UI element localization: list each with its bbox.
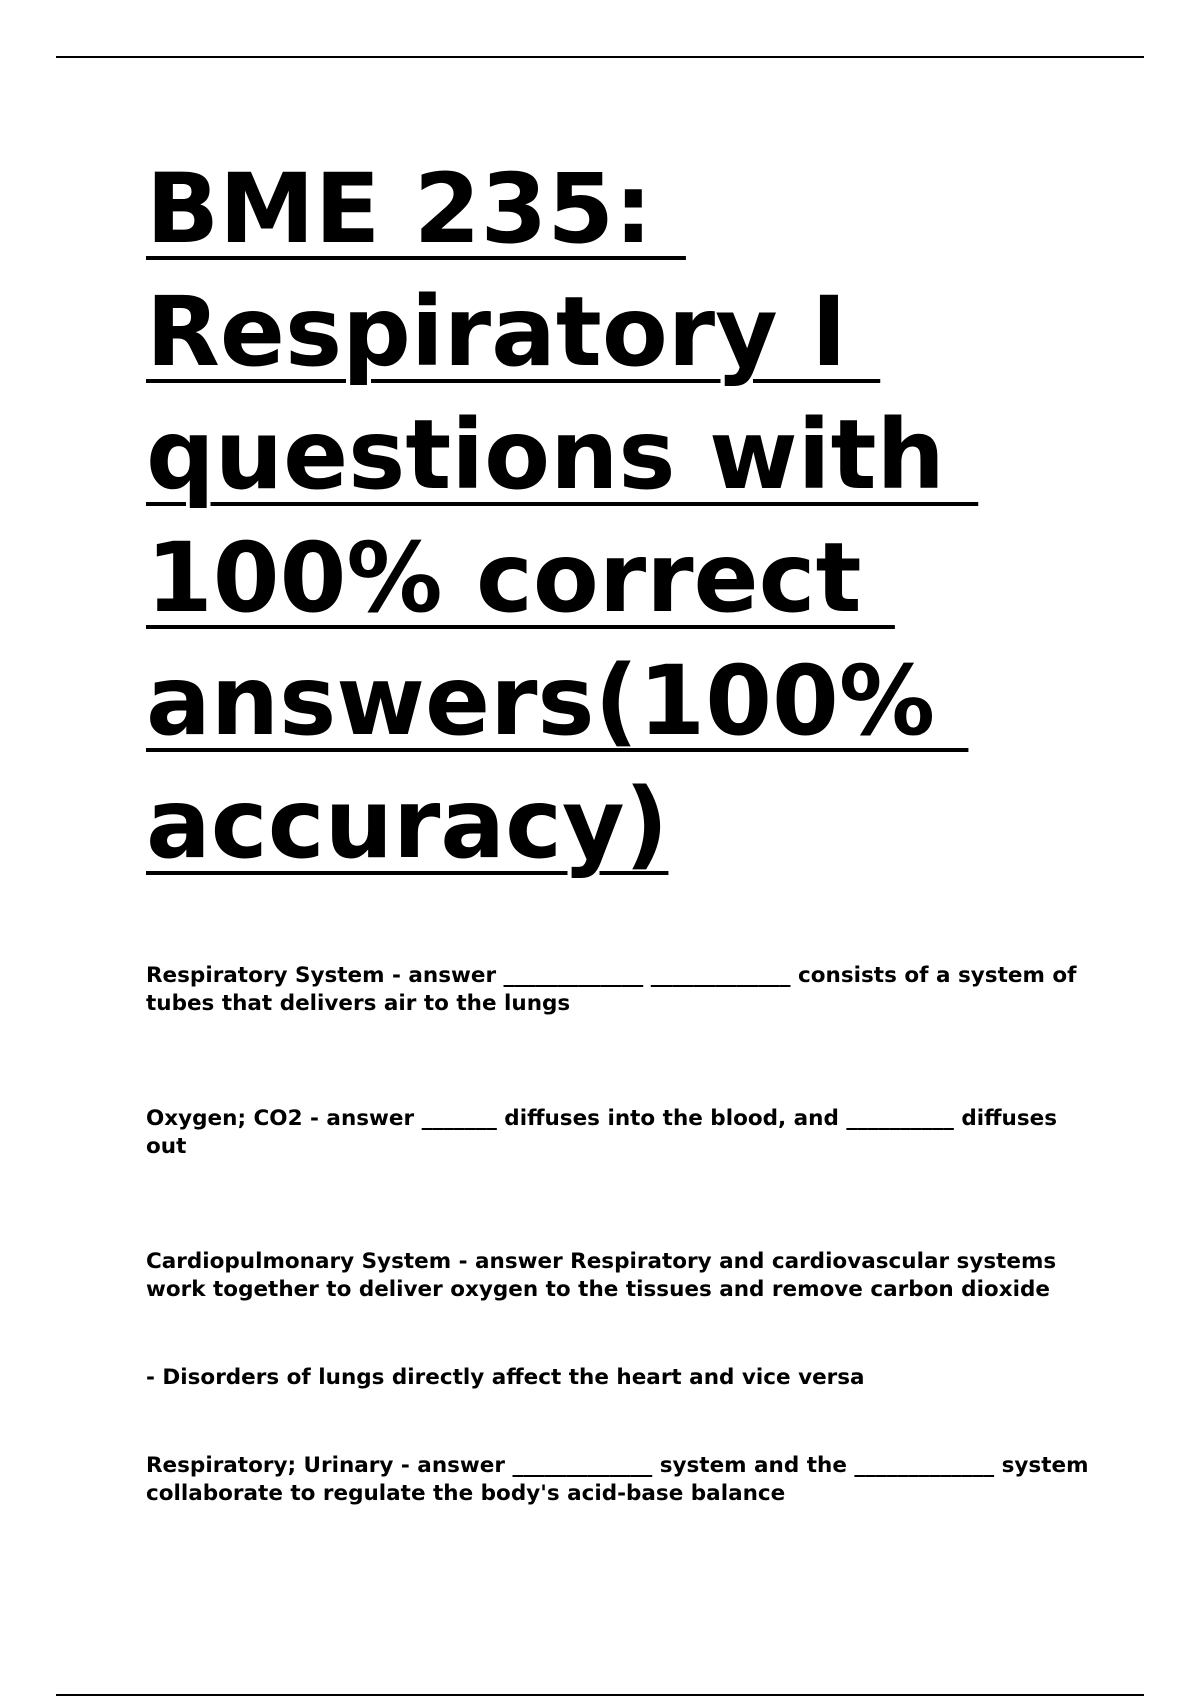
title-line: questions with	[146, 399, 979, 511]
qa-list	[146, 962, 1100, 1508]
top-rule	[56, 56, 1144, 58]
title-line: Respiratory I	[146, 276, 881, 388]
title-line: BME 235:	[146, 153, 686, 265]
qa-entry: Cardiopulmonary System - answer Respiratory and cardiovascular systems work together to deliver oxygen to the tissues and remove carbon dioxide	[146, 1249, 1057, 1302]
qa-entry: Respiratory; Urinary - answer _____________ system and the _____________ system collaborate to regulate the body's acid-base balance	[146, 1453, 1089, 1506]
title-line: 100% correct	[146, 522, 895, 634]
qa-entry: Oxygen; CO2 - answer _______ diffuses into the blood, and __________ diffuses out	[146, 1106, 1057, 1159]
title-line: accuracy)	[146, 768, 669, 880]
page-content	[146, 148, 1100, 1508]
qa-entry: - Disorders of lungs directly affect the heart and vice versa	[146, 1365, 865, 1390]
title-line: answers(100%	[146, 645, 969, 757]
bottom-rule	[56, 1694, 1144, 1696]
document-title	[146, 148, 1100, 886]
qa-entry: Respiratory System - answer _____________ _____________ consists of a system of tubes that delivers air to the lungs	[146, 963, 1077, 1016]
